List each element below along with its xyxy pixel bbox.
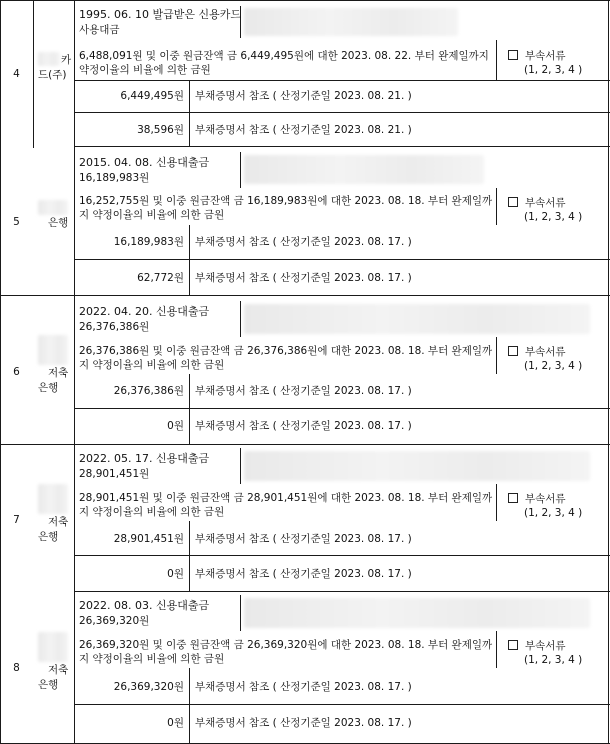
claim-description: 지 약정이율의 비율에 의한 금원 <box>79 359 225 371</box>
debt-reference: 부채증명서 참조 ( 산정기준일 2023. 08. 17. ) <box>195 385 412 397</box>
redacted-account-info <box>244 8 458 36</box>
redacted-creditor-name <box>38 335 68 365</box>
column-divider <box>496 631 497 668</box>
redacted-account-info <box>244 598 590 628</box>
attachment-label: 부속서류 <box>525 197 566 209</box>
redacted-account-info <box>244 304 590 334</box>
debt-reference: 부채증명서 참조 ( 산정기준일 2023. 08. 17. ) <box>195 568 412 580</box>
column-divider <box>240 448 241 484</box>
column-divider <box>496 337 497 374</box>
principal-amount: 28,901,451원 <box>113 533 184 545</box>
redacted-account-info <box>244 451 590 481</box>
attachment-numbers: (1, 2, 3, 4 ) <box>524 211 583 223</box>
row-separator <box>74 112 610 113</box>
principal-amount: 6,449,495원 <box>120 90 184 102</box>
debt-header: 16,189,983원 <box>79 172 150 184</box>
creditor-name: 저축 <box>48 664 69 676</box>
row-separator <box>74 704 610 705</box>
attachment-checkbox[interactable] <box>508 49 566 63</box>
debt-reference: 부채증명서 참조 ( 산정기준일 2023. 08. 17. ) <box>195 533 412 545</box>
creditor-name: 은행 <box>38 382 59 394</box>
debt-reference: 부채증명서 참조 ( 산정기준일 2023. 08. 17. ) <box>195 717 412 729</box>
interest-amount: 38,596원 <box>137 124 184 136</box>
entry-number: 7 <box>13 514 20 526</box>
debt-reference: 부채증명서 참조 ( 산정기준일 2023. 08. 21. ) <box>195 124 412 136</box>
debt-header: 2022. 04. 20. 신용대출금 <box>79 305 210 318</box>
debt-header: 28,901,451원 <box>79 468 150 480</box>
redacted-creditor-name <box>38 52 60 66</box>
row-separator <box>74 555 610 556</box>
debt-header: 2015. 04. 08. 신용대출금 <box>79 156 210 169</box>
column-divider <box>240 301 241 337</box>
row-separator <box>74 146 610 147</box>
row-separator <box>74 259 610 260</box>
attachment-label: 부속서류 <box>525 640 566 652</box>
column-divider <box>496 188 497 225</box>
checkbox-icon[interactable] <box>508 493 518 503</box>
row-separator <box>74 408 610 409</box>
claim-description: 지 약정이율의 비율에 의한 금원 <box>79 653 225 665</box>
attachment-label: 부속서류 <box>525 493 566 505</box>
claim-description: 지 약정이율의 비율에 의한 금원 <box>79 506 225 518</box>
column-divider <box>189 521 190 591</box>
attachment-label: 부속서류 <box>525 346 566 358</box>
creditor-name: 저축 <box>48 516 69 528</box>
column-divider <box>496 484 497 521</box>
creditor-name: 드(주) <box>38 69 67 81</box>
checkbox-icon[interactable] <box>508 197 518 207</box>
attachment-checkbox[interactable] <box>508 196 566 210</box>
checkbox-icon[interactable] <box>508 640 518 650</box>
redacted-creditor-name <box>38 632 68 662</box>
debt-header: 2022. 05. 17. 신용대출금 <box>79 452 210 465</box>
attachment-checkbox[interactable] <box>508 345 566 359</box>
creditor-name: 저축 <box>48 367 69 379</box>
attachment-checkbox[interactable] <box>508 639 566 653</box>
claim-description: 6,488,091원 및 이중 원금잔액 금 6,449,495원에 대한 2023. 08. 22. 부터 완제일까지 <box>79 50 489 62</box>
entry-number: 5 <box>13 216 20 228</box>
column-divider <box>189 225 190 295</box>
debt-reference: 부채증명서 참조 ( 산정기준일 2023. 08. 17. ) <box>195 236 412 248</box>
claim-description: 지 약정이율의 비율에 의한 금원 <box>79 209 225 221</box>
attachment-numbers: (1, 2, 3, 4 ) <box>524 507 583 519</box>
attachment-numbers: (1, 2, 3, 4 ) <box>524 654 583 666</box>
claim-description: 26,376,386원 및 이중 원금잔액 금 26,376,386원에 대한 2023. 08. 18. 부터 완제일까 <box>79 345 493 357</box>
row-separator <box>74 80 610 81</box>
debt-reference: 부채증명서 참조 ( 산정기준일 2023. 08. 17. ) <box>195 272 412 284</box>
checkbox-icon[interactable] <box>508 346 518 356</box>
entry-number: 8 <box>13 662 20 674</box>
row-separator <box>0 444 610 445</box>
attachment-label: 부속서류 <box>525 50 566 62</box>
column-divider <box>189 668 190 744</box>
column-divider <box>33 0 34 148</box>
redacted-creditor-name <box>38 484 68 514</box>
attachment-numbers: (1, 2, 3, 4 ) <box>524 64 583 76</box>
claim-description: 16,252,755원 및 이중 원금잔액 금 16,189,983원에 대한 2023. 08. 18. 부터 완제일까 <box>79 195 493 207</box>
attachment-checkbox[interactable] <box>508 492 566 506</box>
column-divider <box>189 374 190 444</box>
redacted-creditor-name <box>38 200 68 215</box>
creditor-name: 은행 <box>48 217 69 229</box>
debt-reference: 부채증명서 참조 ( 산정기준일 2023. 08. 17. ) <box>195 420 412 432</box>
entry-number: 6 <box>13 366 20 378</box>
interest-amount: 0원 <box>167 420 184 432</box>
checkbox-icon[interactable] <box>508 50 518 60</box>
row-separator <box>74 591 610 592</box>
creditor-name: 은행 <box>38 679 59 691</box>
debt-reference: 부채증명서 참조 ( 산정기준일 2023. 08. 21. ) <box>195 90 412 102</box>
interest-amount: 0원 <box>167 717 184 729</box>
debt-reference: 부채증명서 참조 ( 산정기준일 2023. 08. 17. ) <box>195 681 412 693</box>
interest-amount: 0원 <box>167 568 184 580</box>
claim-description: 28,901,451원 및 이중 원금잔액 금 28,901,451원에 대한 2023. 08. 18. 부터 완제일까 <box>79 492 493 504</box>
column-divider <box>189 80 190 146</box>
redacted-account-info <box>244 155 484 184</box>
creditor-name: 카 <box>61 54 72 66</box>
entry-number: 4 <box>13 68 20 80</box>
table-border-top <box>0 0 610 1</box>
row-separator <box>0 295 610 296</box>
column-divider <box>496 40 497 80</box>
debt-header: 2022. 08. 03. 신용대출금 <box>79 599 210 612</box>
debt-header: 1995. 06. 10 발급받은 신용카드 <box>79 8 241 21</box>
column-divider <box>240 595 241 631</box>
principal-amount: 16,189,983원 <box>113 236 184 248</box>
debt-header: 26,369,320원 <box>79 615 150 627</box>
principal-amount: 26,369,320원 <box>113 681 184 693</box>
column-divider <box>240 152 241 188</box>
claim-description: 약정이율의 비율에 의한 금원 <box>79 64 211 76</box>
attachment-numbers: (1, 2, 3, 4 ) <box>524 360 583 372</box>
creditor-name: 은행 <box>38 531 59 543</box>
interest-amount: 62,772원 <box>137 272 184 284</box>
debt-header: 26,376,386원 <box>79 321 150 333</box>
debt-header: 사용대금 <box>79 24 120 36</box>
claim-description: 26,369,320원 및 이중 원금잔액 금 26,369,320원에 대한 2023. 08. 18. 부터 완제일까 <box>79 639 493 651</box>
principal-amount: 26,376,386원 <box>113 385 184 397</box>
